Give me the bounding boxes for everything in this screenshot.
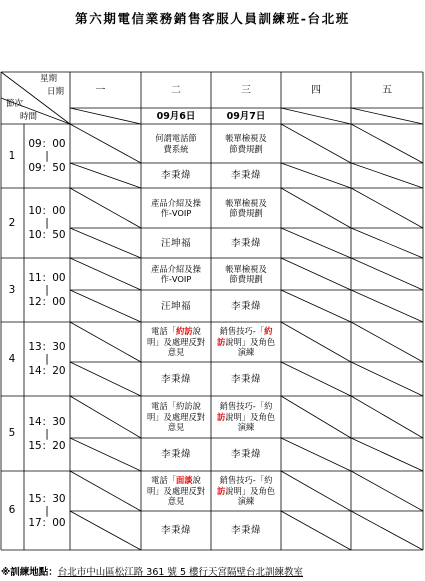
course-cell-wed [211,322,281,362]
teacher-cell-tue: 李秉煒 [160,373,191,385]
teacher-cell-wed: 李秉煒 [230,525,261,536]
course-highlight: 約訪 [175,326,193,337]
course-cell-tue [141,471,211,511]
course-highlight: 訪 [216,485,226,496]
teacher-cell-wed: 李秉煒 [230,300,261,312]
empty-slot-diagonal [351,438,423,471]
period-time [24,124,70,188]
date-wed: 09月7日 [226,110,266,122]
teacher-cell-wed: 李秉煒 [230,449,261,460]
period-time [24,188,70,258]
empty-slot-diagonal [70,362,141,396]
day-header-tue: 二 [171,84,181,96]
period-number: 1 [8,149,16,162]
teacher-cell-tue: 李秉煒 [160,525,191,536]
empty-slot-diagonal [351,396,423,438]
time-separator: | [45,284,49,296]
course-text: 明」及處理反對 [146,336,206,347]
empty-slot-diagonal [281,362,351,396]
course-highlight: 約 [264,326,273,337]
day-header-thu: 四 [311,84,321,96]
corner-date-label: 日期 [47,87,65,97]
course-text: 銷售技巧-「 [219,326,265,337]
empty-slot-diagonal [281,188,351,228]
course-line: 節費規劃 [229,208,263,218]
day-header-mon: 一 [95,84,106,96]
course-text: 演練 [237,422,255,433]
teacher-cell-tue: 李秉煒 [160,170,191,181]
time-end: 10：50 [28,229,66,241]
teacher-cell-wed: 李秉煒 [230,170,261,181]
period-number: 2 [8,216,16,229]
empty-slot-diagonal [351,124,423,163]
empty-slot-diagonal [281,290,351,322]
empty-slot-diagonal [351,471,423,511]
course-text: 演練 [237,347,255,358]
course-cell-tue [141,322,211,362]
empty-slot-diagonal [281,228,351,258]
empty-slot-diagonal [70,188,141,228]
period-number: 5 [8,427,16,439]
course-text: 電話「 [151,475,176,486]
course-line: 何謂電話節 [155,133,197,143]
course-cell-tue [141,258,211,290]
period-time [24,322,70,396]
time-end: 12：00 [28,296,66,308]
course-line: 作-VOIP [160,208,192,218]
empty-slot-diagonal [351,322,423,362]
time-separator: | [45,150,49,162]
location-label: ※訓練地點： [1,567,58,578]
course-line: 帳單檢視及 [225,133,267,143]
course-text: 意見 [167,347,185,358]
course-text: 明」及處理反對 [146,485,206,496]
course-line: 作-VOIP [160,274,192,284]
time-start: 13：30 [28,341,66,353]
period-number: 4 [8,352,16,365]
course-line: 節費規劃 [229,143,263,154]
course-line: 產品介紹及操 [151,263,201,274]
period-time [24,396,70,471]
course-cell-tue [141,396,211,438]
empty-slot-diagonal [70,322,141,362]
empty-slot-diagonal [70,228,141,258]
course-text: 意見 [167,496,185,507]
teacher-cell-tue: 李秉煒 [160,449,191,460]
empty-slot-diagonal [70,396,141,438]
empty-slot-diagonal [351,258,423,290]
time-separator: | [45,427,49,440]
course-line: 帳單檢視及 [225,263,267,274]
time-separator: | [45,353,49,365]
empty-slot-diagonal [351,228,423,258]
empty-slot-diagonal [70,163,141,188]
teacher-cell-wed: 李秉煒 [230,373,261,385]
time-start: 11：00 [28,272,66,284]
empty-slot-diagonal [70,108,141,124]
time-end: 14：20 [28,365,66,377]
empty-slot-diagonal [281,124,351,163]
course-cell-wed [211,258,281,290]
course-text: 演練 [237,496,255,507]
location-address: 台北市中山區松江路 361 號 5 樓行天宮隔壁台北訓練教室 [57,567,304,578]
corner-period-label: 節次 [6,99,24,109]
empty-slot-diagonal [70,511,141,550]
empty-slot-diagonal [281,396,351,438]
day-header-wed: 三 [241,84,251,96]
time-end: 17：00 [28,516,66,529]
empty-slot-diagonal [70,258,141,290]
teacher-cell-tue: 汪坤福 [160,300,191,312]
training-location [1,564,303,578]
day-header-fri: 五 [382,84,392,96]
time-start: 14：30 [28,415,66,428]
course-text: 說 [192,326,201,337]
period-number: 3 [8,283,16,296]
empty-slot-diagonal [281,322,351,362]
course-line: 節費規劃 [229,274,263,284]
course-line: 明」及處理反對 [146,411,206,422]
time-separator: | [45,504,49,517]
empty-slot-diagonal [281,471,351,511]
course-line: 產品介紹及操 [151,197,201,208]
course-text: 銷售技巧-「約 [219,475,273,486]
corner-week-label: 星期 [40,74,58,84]
course-cell-tue [141,188,211,228]
time-end: 15：20 [28,439,66,452]
empty-slot-diagonal [281,258,351,290]
empty-slot-diagonal [281,108,351,124]
course-text: 說 [192,475,201,486]
course-highlight: 面談 [175,475,193,486]
time-end: 09：50 [28,162,66,174]
teacher-cell-tue: 汪坤福 [160,237,191,249]
empty-slot-diagonal [281,163,351,188]
empty-slot-diagonal [70,438,141,471]
time-separator: | [45,217,49,229]
page-title: 第六期電信業務銷售客服人員訓練班-台北班 [75,11,350,26]
date-tue: 09月6日 [156,110,196,122]
course-cell-wed [211,124,281,163]
course-highlight: 訪 [216,411,226,422]
empty-slot-diagonal [351,163,423,188]
course-cell-wed [211,471,281,511]
time-start: 10：00 [28,205,66,217]
teacher-cell-wed: 李秉煒 [230,237,261,249]
empty-slot-diagonal [351,108,423,124]
course-cell-wed [211,396,281,438]
course-line: 意見 [167,422,185,433]
empty-slot-diagonal [281,511,351,550]
empty-slot-diagonal [70,471,141,511]
period-number: 6 [8,504,16,516]
course-line: 電話「約訪說 [151,401,201,412]
empty-slot-diagonal [351,511,423,550]
time-start: 15：30 [28,492,66,505]
empty-slot-diagonal [70,124,141,163]
course-cell-wed [211,188,281,228]
course-text: 說明」及角色 [225,336,276,347]
empty-slot-diagonal [351,290,423,322]
empty-slot-diagonal [70,290,141,322]
course-text: 銷售技巧-「約 [219,401,273,412]
course-cell-tue [141,124,211,163]
course-line: 帳單檢視及 [225,197,267,208]
period-time [24,258,70,322]
time-start: 09：00 [28,138,66,150]
empty-slot-diagonal [351,362,423,396]
course-text: 說明」及角色 [225,411,276,422]
empty-slot-diagonal [281,438,351,471]
period-time [24,471,70,550]
course-text: 說明」及角色 [225,485,276,496]
course-text: 電話「 [151,326,176,337]
course-highlight: 訪 [216,336,226,347]
empty-slot-diagonal [351,188,423,228]
corner-time-label: 時間 [20,112,38,122]
course-line: 費系統 [163,143,189,154]
